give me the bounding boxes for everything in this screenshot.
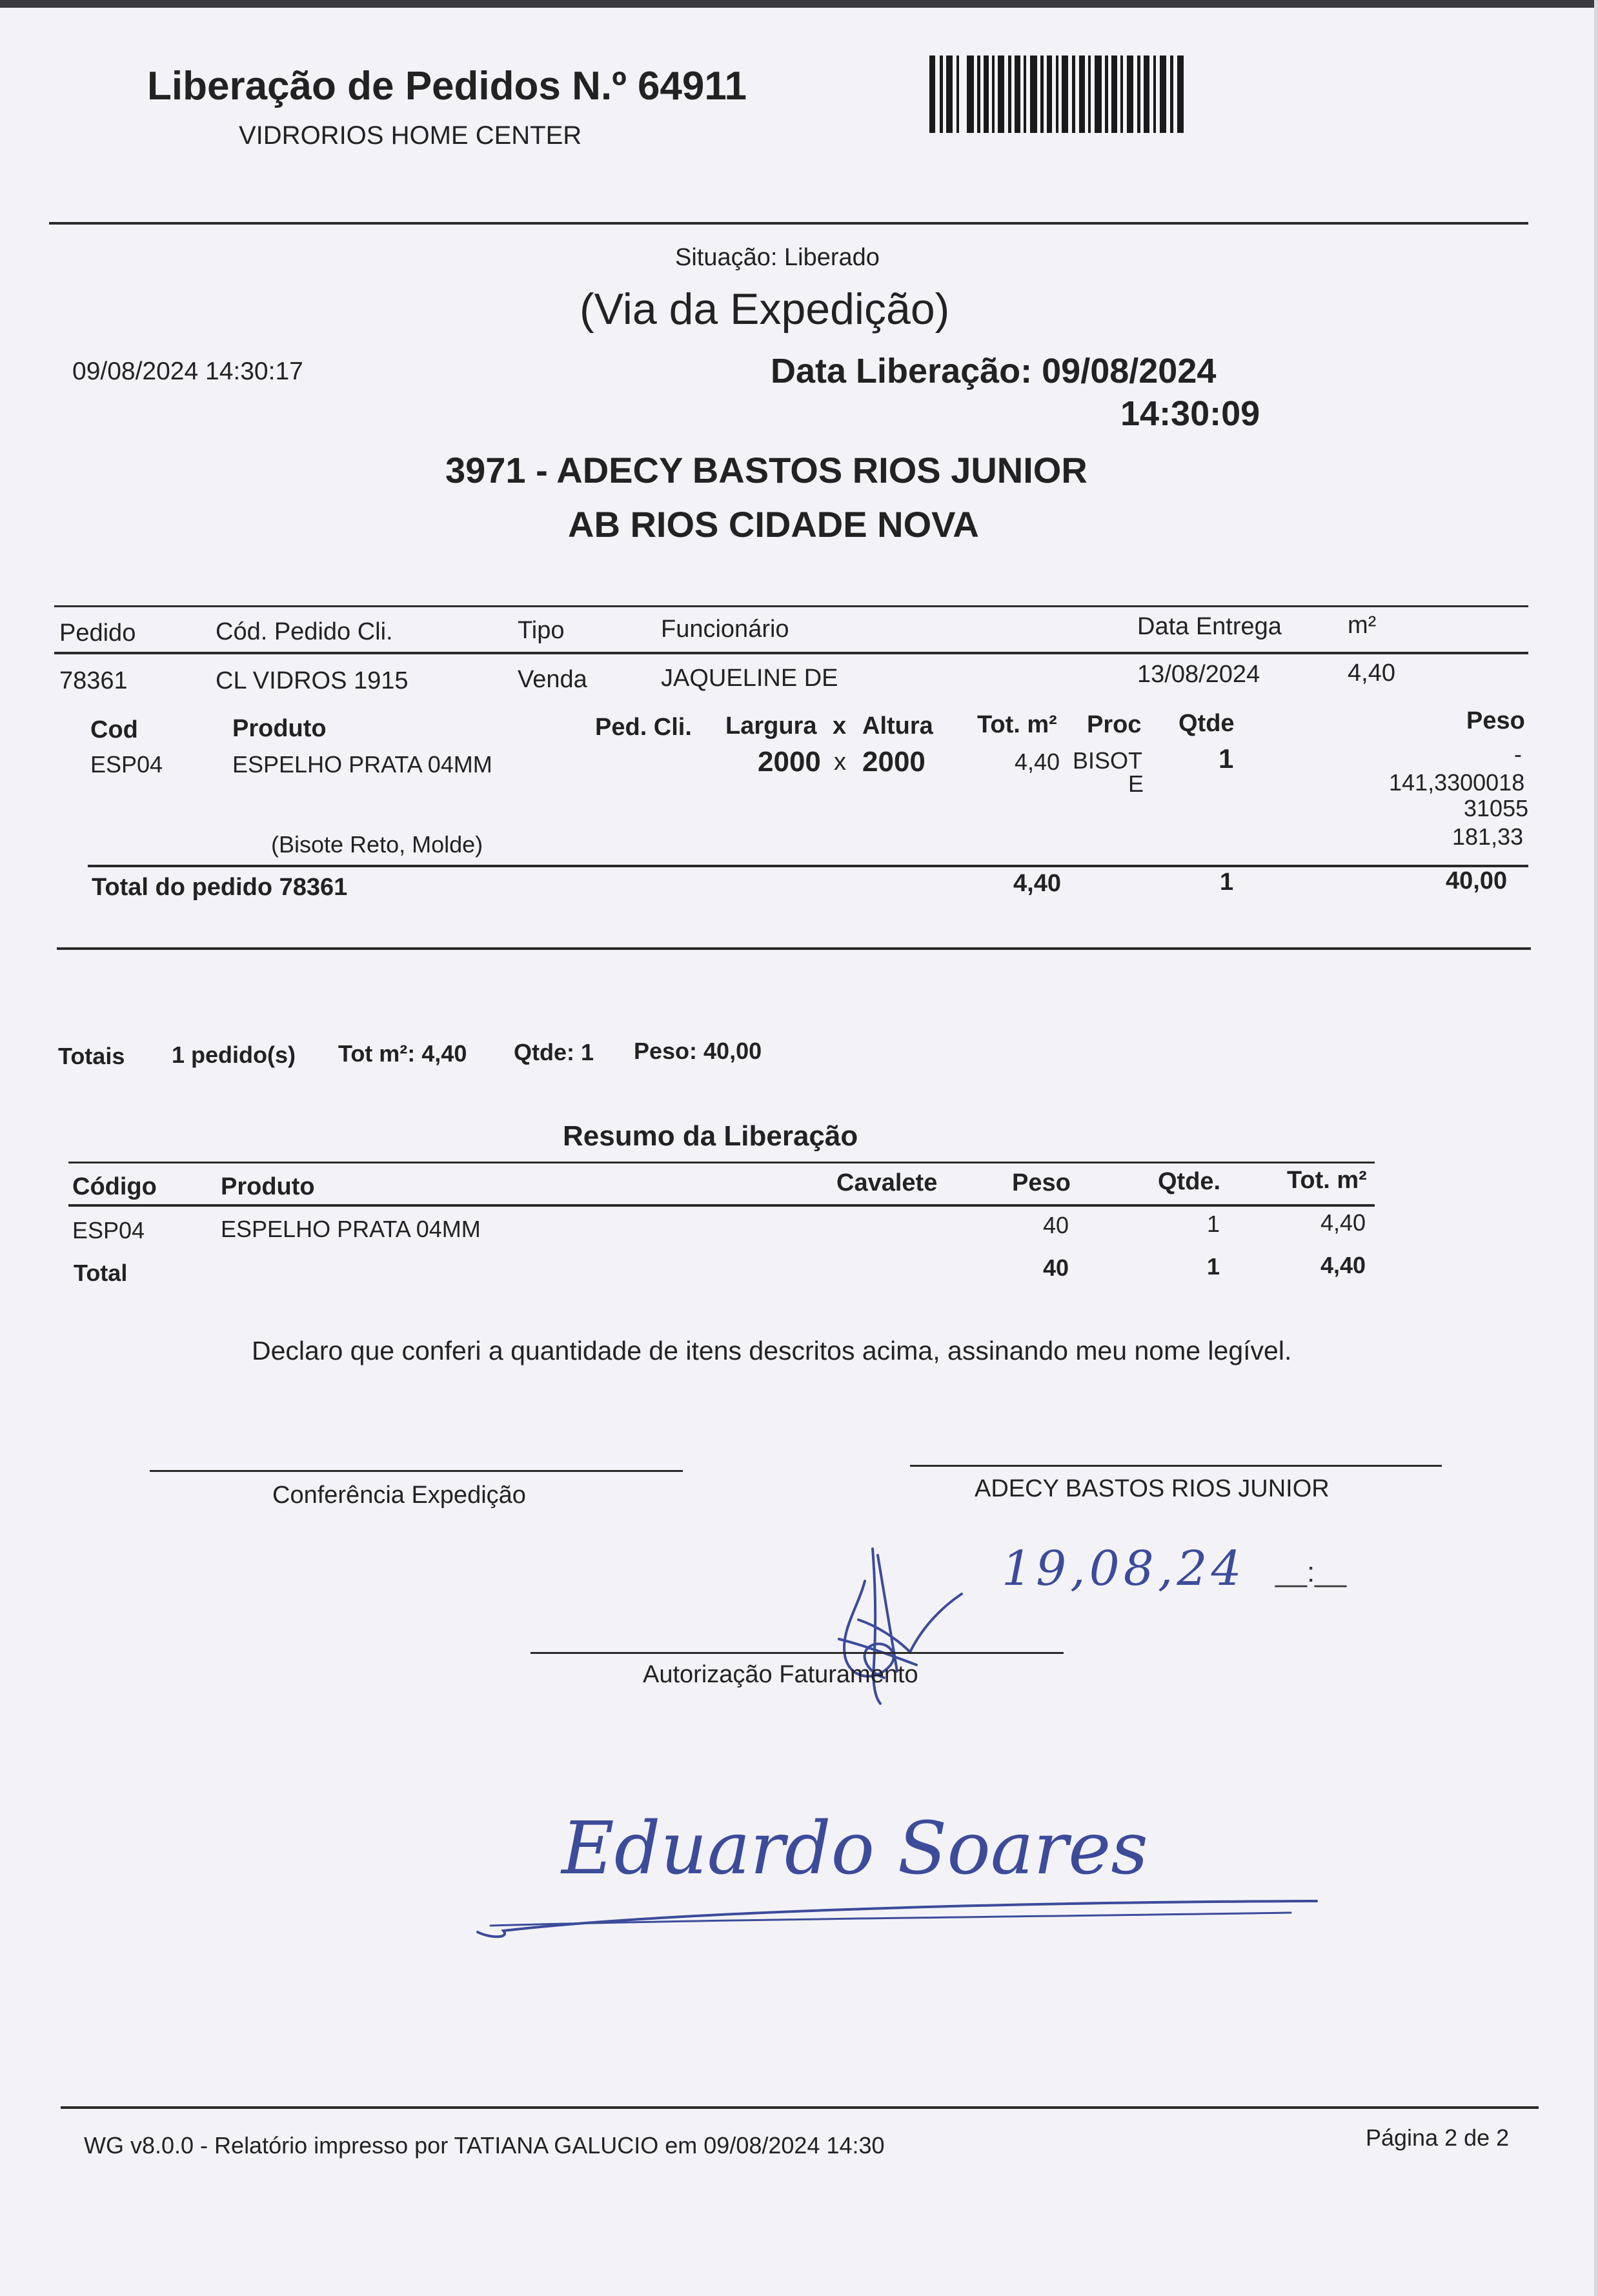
item-obs: (Bisote Reto, Molde) — [271, 831, 483, 858]
totais-pedidos: 1 pedido(s) — [172, 1042, 296, 1068]
col-header-tipo: Tipo — [518, 617, 565, 644]
resumo-header-tot-m2: Tot. m² — [1287, 1167, 1367, 1194]
item-peso-line3: 181,33 — [1452, 823, 1524, 850]
via-expedicao: (Via da Expedição) — [580, 285, 950, 334]
hora-liberacao: 14:30:09 — [1120, 394, 1260, 433]
tipo-value: Venda — [518, 666, 587, 693]
col-header-ped-cli: Ped. Cli. — [595, 714, 692, 741]
pedido-block-end-rule — [57, 947, 1531, 950]
total-pedido-label: Total do pedido 78361 — [92, 874, 348, 901]
autorizacao-label: Autorização Faturamento — [643, 1661, 918, 1688]
handwritten-date: 19,08,24 — [1002, 1541, 1246, 1596]
resumo-row-codigo: ESP04 — [72, 1217, 145, 1244]
item-cod: ESP04 — [90, 751, 163, 778]
footer-page-number: Página 2 de 2 — [1366, 2124, 1510, 2151]
pedido-number: 78361 — [59, 667, 128, 694]
item-proc-line1: BISOT — [1073, 747, 1143, 774]
totais-qtde: Qtde: 1 — [514, 1039, 594, 1065]
col-header-produto: Produto — [232, 715, 327, 742]
item-tot-m2: 4,40 — [1015, 749, 1060, 775]
resumo-header-qtde: Qtde. — [1158, 1168, 1221, 1195]
barcode — [929, 55, 1188, 134]
totais-m2: Tot m²: 4,40 — [338, 1040, 467, 1067]
item-peso-line1: 141,3300018 — [1389, 769, 1525, 796]
resumo-header-produto: Produto — [221, 1173, 315, 1200]
company-name: VIDRORIOS HOME CENTER — [239, 121, 582, 150]
total-pedido-peso: 40,00 — [1446, 867, 1508, 894]
item-peso-dash: - — [1514, 741, 1522, 767]
resumo-header-codigo: Código — [72, 1173, 157, 1200]
printed-datetime: 09/08/2024 14:30:17 — [72, 357, 303, 385]
col-header-pedido: Pedido — [59, 619, 136, 647]
col-header-cod: Cod — [90, 716, 138, 743]
col-header-proc: Proc — [1087, 711, 1142, 738]
footer-rule — [61, 2106, 1539, 2109]
item-qtde: 1 — [1219, 743, 1234, 774]
scan-top-edge — [0, 0, 1598, 8]
item-total-rule — [88, 865, 1528, 867]
resumo-header-cavalete: Cavalete — [836, 1169, 938, 1196]
signature-line-conferencia — [150, 1470, 683, 1472]
resumo-title: Resumo da Liberação — [563, 1120, 858, 1152]
document-title: Liberação de Pedidos N.º 64911 — [147, 64, 747, 108]
item-proc-line2: E — [1128, 770, 1144, 797]
col-header-data-entrega: Data Entrega — [1137, 613, 1282, 640]
resumo-total-peso: 40 — [1043, 1254, 1069, 1281]
resumo-row-produto: ESPELHO PRATA 04MM — [221, 1216, 481, 1242]
data-entrega-value: 13/08/2024 — [1137, 661, 1260, 688]
total-pedido-m2: 4,40 — [1013, 870, 1061, 897]
total-pedido-qtde: 1 — [1220, 869, 1234, 896]
handwritten-name: Eduardo Soares — [561, 1807, 1148, 1891]
cod-pedido-cli: CL VIDROS 1915 — [216, 667, 409, 694]
totais-label: Totais — [58, 1043, 125, 1069]
col-header-altura: Altura — [862, 712, 933, 740]
signature-line-autorizacao — [531, 1652, 1064, 1654]
footer-printed-by: WG v8.0.0 - Relatório impresso por TATIANA GALUCIO em 09/08/2024 14:30 — [84, 2132, 885, 2159]
time-blank: __:__ — [1275, 1556, 1347, 1588]
resumo-total-qtde: 1 — [1207, 1253, 1220, 1280]
resumo-row-peso: 40 — [1043, 1212, 1069, 1238]
col-header-x: x — [833, 712, 847, 740]
item-x: x — [834, 749, 846, 776]
signature-line-cliente — [910, 1465, 1442, 1467]
resumo-total-label: Total — [74, 1260, 128, 1286]
pedido-table-top-rule — [54, 605, 1528, 607]
col-header-largura: Largura — [725, 712, 817, 740]
data-liberacao: Data Liberação: 09/08/2024 — [771, 352, 1217, 390]
item-largura: 2000 — [758, 746, 821, 778]
pedido-table-header-rule — [54, 652, 1528, 654]
col-header-qtde: Qtde — [1178, 710, 1235, 737]
handwritten-name-underline — [465, 1893, 1330, 1945]
declaracao-text: Declaro que conferi a quantidade de itens descritos acima, assinando meu nome legível. — [252, 1336, 1292, 1365]
col-header-funcionario: Funcionário — [661, 616, 789, 643]
resumo-row-qtde: 1 — [1207, 1211, 1220, 1237]
col-header-tot-m2: Tot. m² — [977, 711, 1057, 738]
resumo-top-rule — [68, 1162, 1375, 1163]
col-header-cod-pedido-cli: Cód. Pedido Cli. — [216, 618, 393, 645]
resumo-row-tot-m2: 4,40 — [1320, 1209, 1366, 1236]
item-peso-line2: 31055 — [1464, 795, 1529, 821]
resumo-header-rule — [68, 1204, 1375, 1207]
col-header-m2: m² — [1348, 612, 1377, 639]
totais-peso: Peso: 40,00 — [634, 1038, 762, 1064]
scan-right-edge — [1594, 0, 1598, 2296]
header-divider — [49, 222, 1528, 225]
cliente-signature-label: ADECY BASTOS RIOS JUNIOR — [975, 1475, 1330, 1502]
cliente-nome: 3971 - ADECY BASTOS RIOS JUNIOR — [445, 450, 1087, 490]
conferencia-label: Conferência Expedição — [272, 1482, 526, 1509]
situacao: Situação: Liberado — [675, 244, 880, 271]
resumo-header-peso: Peso — [1012, 1169, 1071, 1196]
item-produto: ESPELHO PRATA 04MM — [232, 751, 492, 778]
item-altura: 2000 — [862, 746, 925, 778]
funcionario-value: JAQUELINE DE — [661, 665, 838, 692]
cliente-fantasia: AB RIOS CIDADE NOVA — [568, 504, 979, 545]
col-header-peso: Peso — [1466, 707, 1525, 734]
resumo-total-tot-m2: 4,40 — [1320, 1252, 1366, 1278]
m2-value: 4,40 — [1348, 660, 1395, 687]
